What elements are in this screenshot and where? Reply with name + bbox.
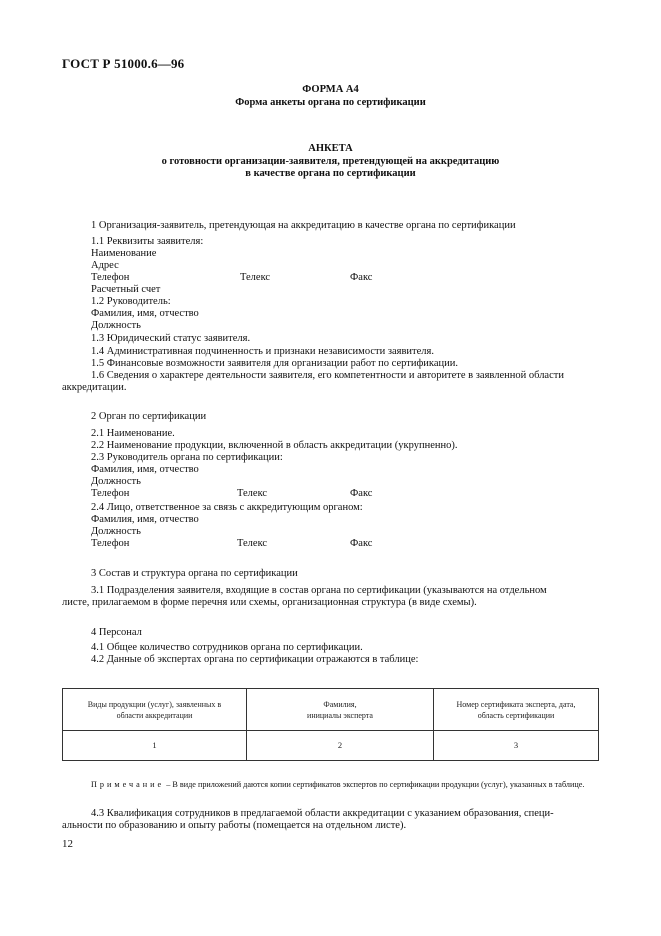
table-cell: 1 [63,731,247,761]
table-header-cell: Фамилия, инициалы эксперта [247,689,434,731]
field-position: Должность [91,320,141,331]
field-phone-3: Телефон [91,538,130,549]
field-name: Наименование [91,248,157,259]
field-fax-2: Факс [350,488,373,499]
table-header-cell: Номер сертификата эксперта, дата, область сертификации [434,689,599,731]
field-position-2: Должность [91,476,141,487]
item-4-2: 4.2 Данные об экспертах органа по сертификации отражаются в таблице: [91,654,419,665]
item-4-1: 4.1 Общее количество сотрудников органа по сертификации. [91,642,363,653]
field-phone-2: Телефон [91,488,130,499]
field-phone: Телефон [91,272,130,283]
item-1-2: 1.2 Руководитель: [91,296,171,307]
form-title: ФОРМА А4 [302,84,359,95]
anketa-title: АНКЕТА [308,143,353,154]
table-header-cell: Виды продукции (услуг), заявленных в области аккредитации [63,689,247,731]
field-telex-3: Телекс [237,538,268,549]
item-1-5: 1.5 Финансовые возможности заявителя для организации работ по сертификации. [91,358,458,369]
item-1-4: 1.4 Административная подчиненность и признаки независимости заявителя. [91,346,434,357]
anketa-line-1: о готовности организации-заявителя, претендующей на аккредитацию [161,156,500,167]
field-fio: Фамилия, имя, отчество [91,308,199,319]
item-1-1: 1.1 Реквизиты заявителя: [91,236,204,247]
item-1-6: 1.6 Сведения о характере деятельности заявителя, его компетентности и авторитете в заявленной области [91,370,564,381]
anketa-line-2: в качестве органа по сертификации [245,168,416,179]
field-telex: Телекс [240,272,271,283]
table-header-row [63,689,599,731]
item-2-2: 2.2 Наименование продукции, включенной в область аккредитации (укрупненно). [91,440,458,451]
field-account: Расчетный счет [91,284,161,295]
item-2-1: 2.1 Наименование. [91,428,175,439]
section-3-heading: 3 Состав и структура органа по сертификации [91,568,298,579]
item-2-4: 2.4 Лицо, ответственное за связь с аккредитующим органом: [91,502,363,513]
table-cell: 3 [434,731,599,761]
table-row [63,731,599,761]
item-4-3-cont: альности по образованию и опыту работы (помещается на отдельном листе). [62,820,407,831]
item-3-1-cont: листе, прилагаемом в форме перечня или схемы, организационная структура (в виде схемы). [62,597,477,608]
field-address: Адрес [91,260,119,271]
form-subtitle: Форма анкеты органа по сертификации [235,97,426,108]
table-note [62,778,599,791]
note-text: – В виде приложений даются копии сертификатов экспертов по сертификации продукции (услуг), указанных в таблице. [164,780,585,789]
field-telex-2: Телекс [237,488,268,499]
field-fax-3: Факс [350,538,373,549]
section-1-heading: 1 Организация-заявитель, претендующая на аккредитацию в качестве органа по сертификации [91,220,516,231]
standard-header: ГОСТ Р 51000.6—96 [62,56,185,71]
section-2-heading: 2 Орган по сертификации [91,411,207,422]
item-1-6-cont: аккредитации. [62,382,127,393]
item-1-3: 1.3 Юридический статус заявителя. [91,333,251,344]
section-4-heading: 4 Персонал [91,627,142,638]
field-fio-2: Фамилия, имя, отчество [91,464,199,475]
note-label: Примечание [91,780,165,789]
page-number: 12 [62,838,73,850]
table-cell: 2 [247,731,434,761]
field-position-3: Должность [91,526,141,537]
item-3-1: 3.1 Подразделения заявителя, входящие в состав органа по сертификации (указываются на отдельном [91,585,547,596]
field-fax: Факс [350,272,373,283]
field-fio-3: Фамилия, имя, отчество [91,514,199,525]
item-4-3: 4.3 Квалификация сотрудников в предлагаемой области аккредитации с указанием образования, специ- [91,808,554,819]
item-2-3: 2.3 Руководитель органа по сертификации: [91,452,283,463]
experts-table [62,688,599,761]
